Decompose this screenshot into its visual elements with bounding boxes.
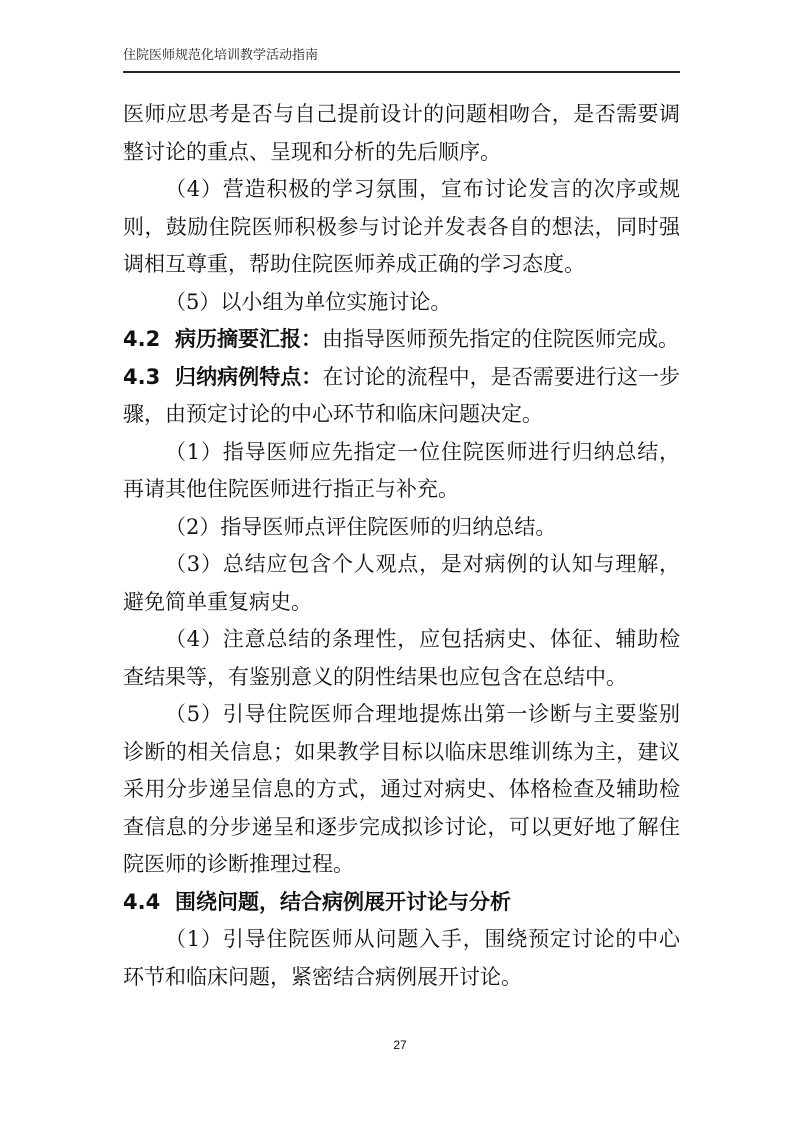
section-number: 4.3 (123, 364, 161, 389)
paragraph: （1）指导医师应先指定一位住院医师进行归纳总结，再请其他住院医师进行指正与补充。 (123, 439, 680, 501)
paragraph: （2）指导医师点评住院医师的归纳总结。 (165, 514, 557, 539)
paragraph: 医师应思考是否与自己提前设计的问题相吻合，是否需要调整讨论的重点、呈现和分析的先后顺序。 (123, 102, 680, 164)
running-header: 住院医师规范化培训教学活动指南 (123, 48, 319, 63)
page-number: 27 (393, 1038, 407, 1052)
paragraph: （5）引导住院医师合理地提炼出第一诊断与主要鉴别诊断的相关信息；如果教学目标以临床思维训练为主，建议采用分步递呈信息的方式，通过对病史、体格检查及辅助检查信息的分步递呈和逐步完成拟诊讨论，可以更好地了解住院医师的诊断推理过程。 (123, 702, 680, 876)
header-divider (123, 71, 680, 73)
paragraph: （5）以小组为单位实施讨论。 (165, 289, 452, 314)
paragraph: （1）引导住院医师从问题入手，围绕预定讨论的中心环节和临床问题，紧密结合病例展开讨论。 (123, 927, 680, 989)
section-number: 4.2 (123, 327, 161, 351)
section-title: 围绕问题，结合病例展开讨论与分析 (175, 889, 511, 914)
section-title: 病历摘要汇报： (175, 327, 322, 351)
paragraph: （4）营造积极的学习氛围，宣布讨论发言的次序或规则，鼓励住院医师积极参与讨论并发表各自的想法，同时强调相互尊重，帮助住院医师养成正确的学习态度。 (123, 177, 680, 276)
section-heading-4-3 (123, 359, 680, 434)
section-heading-4-4 (123, 884, 680, 922)
page-body (123, 96, 680, 996)
section-text: 由指导医师预先指定的住院医师完成。 (322, 327, 679, 351)
section-title: 归纳病例特点： (175, 364, 323, 389)
paragraph: （4）注意总结的条理性，应包括病史、体征、辅助检查结果等，有鉴别意义的阴性结果也应包含在总结中。 (123, 627, 680, 689)
section-number: 4.4 (123, 889, 161, 914)
paragraph: （3）总结应包含个人观点，是对病例的认知与理解，避免简单重复病史。 (123, 552, 680, 614)
section-text: 在讨论的流程中，是否需要进行这一步骤，由预定讨论的中心环节和临床问题决定。 (123, 364, 681, 426)
section-heading-4-2 (123, 321, 680, 359)
